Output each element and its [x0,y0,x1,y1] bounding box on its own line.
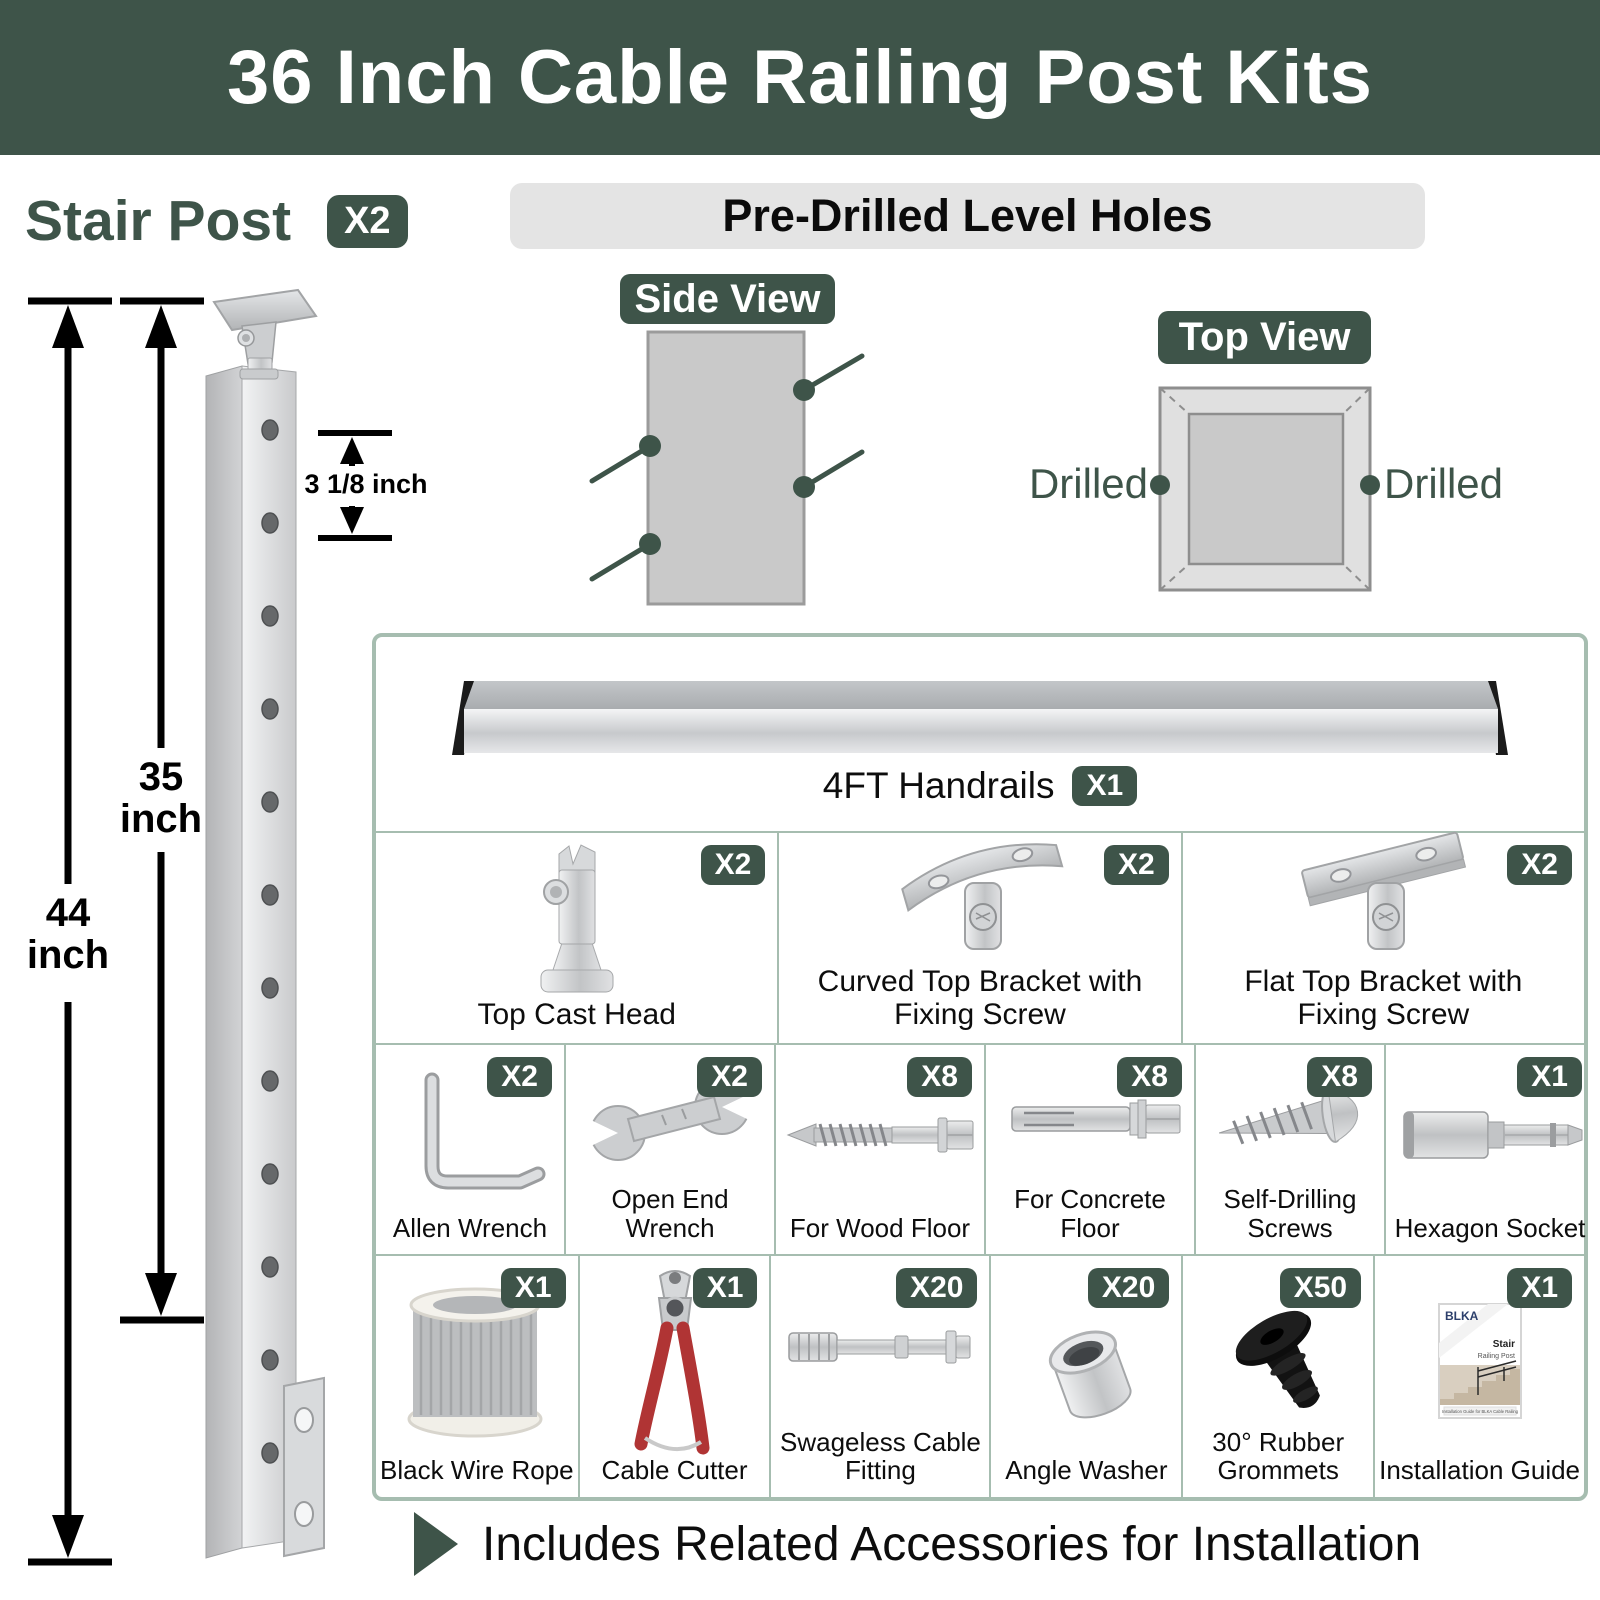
parts-row-3 [376,1254,1584,1497]
stair-post-qty-badge: X2 [327,195,407,248]
angle-washer-icon [1016,1286,1156,1436]
right-triangle-icon [414,1512,458,1576]
side-view-tag: Side View [620,274,835,324]
dimension-overall-unit: inch [26,933,110,977]
part-cell-black-wire-rope [376,1256,578,1497]
part-label: Swageless Cable Fitting [780,1426,981,1486]
qty-badge: X1 [501,1268,566,1308]
side-view-diagram [560,330,880,620]
part-label: Self-Drilling Screws [1223,1184,1357,1243]
wood-screw-icon [780,1090,980,1180]
handrail-row [376,637,1584,831]
part-label: Cable Cutter [601,1455,748,1486]
part-label: For Wood Floor [789,1212,971,1243]
arrow-down-icon [340,507,364,534]
top-view-tag: Top View [1158,311,1371,364]
parts-table [372,633,1588,1501]
part-cell-wood-floor-screw [774,1045,984,1254]
post-mount-plate [284,1378,324,1556]
part-cell-angle-washer [989,1256,1181,1497]
part-cell-open-end-wrench [564,1045,774,1254]
dimension-post-label [99,756,223,840]
part-cell-concrete-anchor [984,1045,1194,1254]
post-top-head [214,290,316,379]
qty-badge: X2 [1104,845,1169,885]
arrow-up-icon [340,437,364,464]
qty-badge: X2 [487,1057,552,1097]
qty-badge: X1 [693,1268,758,1308]
qty-badge: X1 [1517,1057,1582,1097]
part-label: Black Wire Rope [380,1455,574,1486]
guide-caption: Installation Guide for BLKA Cable Railing [1441,1409,1518,1415]
stair-post-label: Stair Post [25,189,292,253]
parts-row-1 [376,831,1584,1043]
part-cell-flat-top-bracket [1181,833,1584,1043]
dimension-post-unit: inch [119,797,203,841]
part-label: Allen Wrench [392,1212,548,1243]
part-cell-self-drilling-screw [1194,1045,1384,1254]
arrow-up-icon [145,305,177,348]
guide-title: Stair [1492,1339,1515,1351]
handrail-qty-badge: X1 [1072,766,1137,806]
part-cell-allen-wrench [376,1045,564,1254]
guide-subtitle: Railing Post [1477,1353,1515,1361]
post-body [206,366,296,1558]
qty-badge: X20 [896,1268,977,1308]
handrail-label: 4FT Handrails [822,765,1055,806]
part-cell-curved-top-bracket [777,833,1180,1043]
guide-brand: BLKA [1444,1309,1478,1324]
part-cell-swageless-fitting [769,1256,989,1497]
part-cell-hexagon-socket [1384,1045,1594,1254]
qty-badge: X2 [701,845,766,885]
page-title: 36 Inch Cable Railing Post Kits [227,35,1373,120]
handrail-bar-icon [450,677,1510,757]
arrow-down-icon [145,1273,177,1316]
pre-drilled-banner: Pre-Drilled Level Holes [510,183,1425,249]
footer-note-text: Includes Related Accessories for Installation [482,1517,1422,1571]
dimension-overall-label [6,892,130,976]
top-view-diagram [1125,375,1425,605]
part-cell-top-cast-head [376,833,777,1043]
part-cell-rubber-grommet [1181,1256,1373,1497]
swageless-fitting-icon [775,1307,985,1387]
curved-top-bracket-icon [875,815,1085,965]
dimension-overall-value: 44 [45,891,91,935]
part-label: Open End Wrench [611,1184,729,1243]
qty-badge: X8 [1117,1057,1182,1097]
part-label: Angle Washer [1005,1455,1168,1486]
part-label: For Concrete Floor [1014,1184,1166,1243]
drilled-dot-left [1150,475,1170,495]
drilled-label-left: Drilled [1028,460,1148,507]
part-label: 30° Rubber Grommets [1212,1426,1345,1486]
dimension-post-value: 35 [138,755,184,799]
drilled-label-right: Drilled [1384,460,1504,507]
handrail-caption [823,765,1137,807]
part-label: Top Cast Head [477,998,676,1032]
part-label: Hexagon Socket [1394,1212,1586,1243]
top-cast-head-icon [511,838,643,998]
qty-badge: X2 [1507,845,1572,885]
arrow-up-icon [52,305,84,348]
arrow-down-icon [52,1515,84,1558]
qty-badge: X2 [697,1057,762,1097]
qty-badge: X8 [907,1057,972,1097]
part-label: Installation Guide [1379,1455,1581,1486]
qty-badge: X8 [1307,1057,1372,1097]
part-label: Flat Top Bracket with Fixing Screw [1244,965,1523,1032]
part-label: Curved Top Bracket with Fixing Screw [817,965,1143,1032]
dimension-hole-spacing-label: 3 1/8 inch [304,469,428,499]
qty-badge: X1 [1507,1268,1572,1308]
qty-badge: X50 [1280,1268,1361,1308]
part-cell-cable-cutter [578,1256,770,1497]
installation-guide-icon [1438,1303,1522,1419]
hexagon-socket-icon [1390,1090,1590,1180]
parts-row-2 [376,1043,1584,1254]
flat-top-bracket-icon [1278,815,1488,965]
footer-note [414,1512,1421,1576]
qty-badge: X20 [1088,1268,1169,1308]
drilled-dot-right [1360,475,1380,495]
part-cell-installation-guide [1373,1256,1584,1497]
